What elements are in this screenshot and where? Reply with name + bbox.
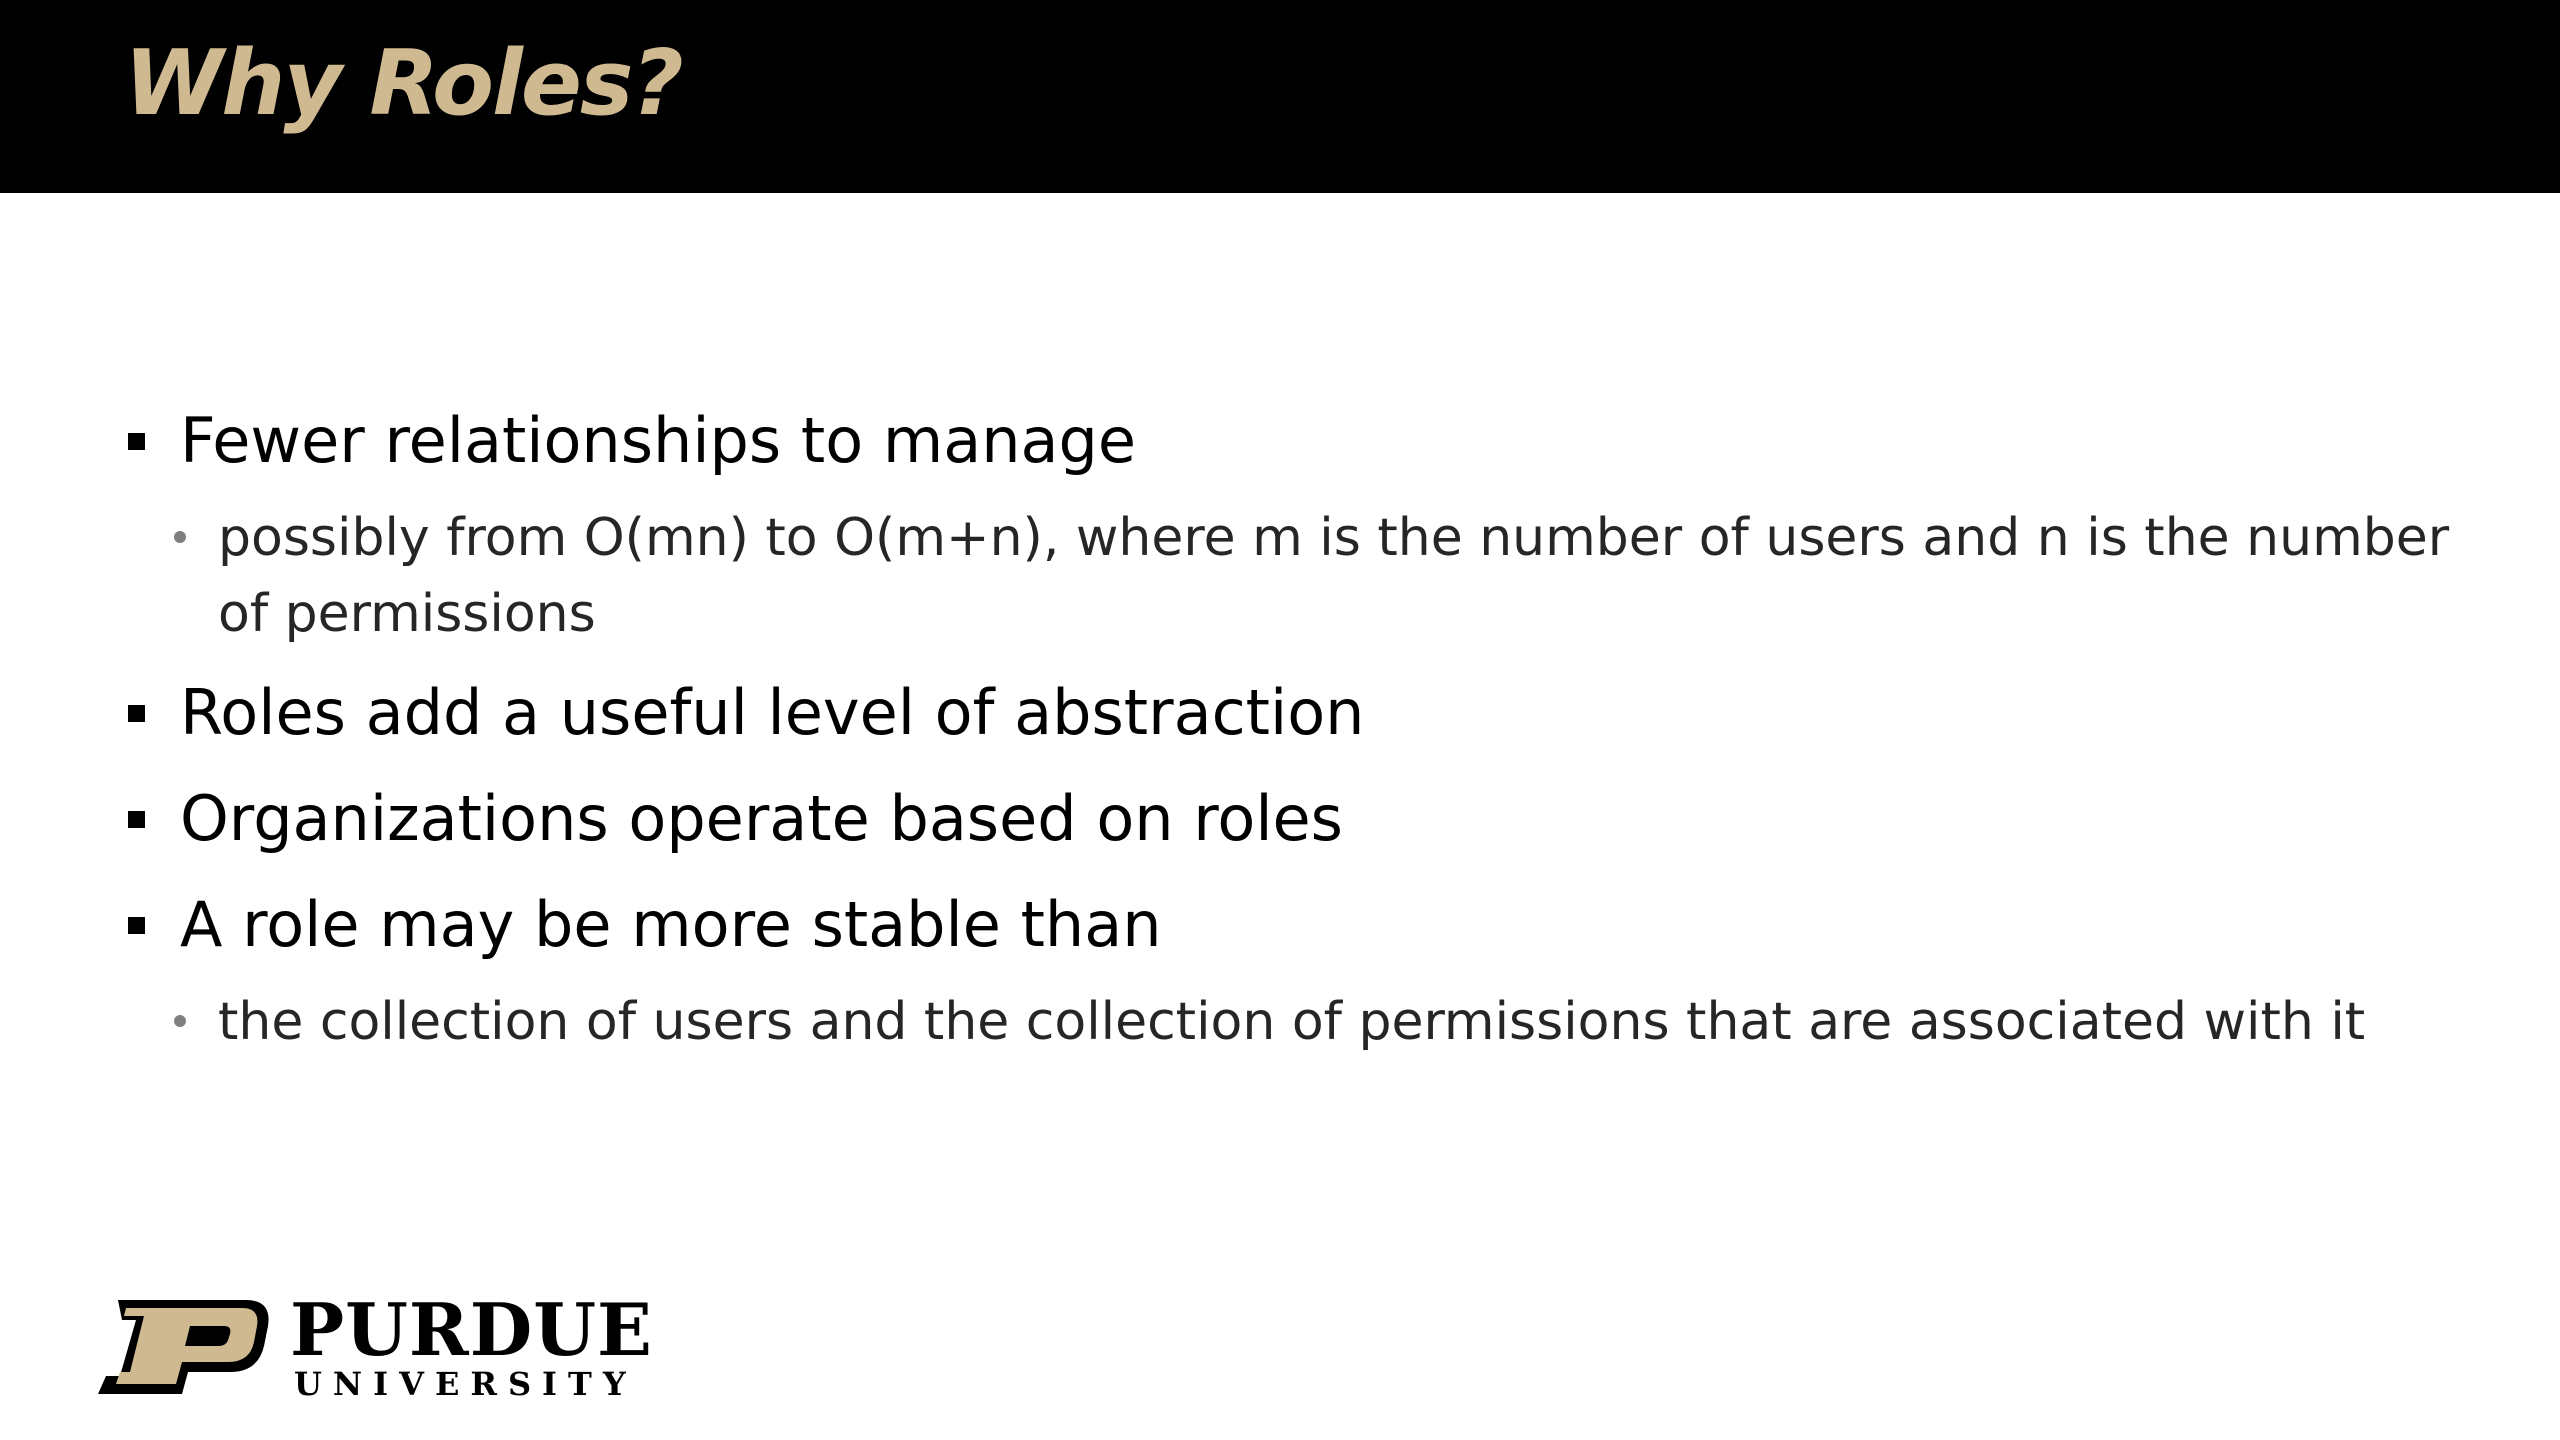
sub-bullet-item	[124, 984, 2454, 1060]
dot-bullet-icon	[174, 531, 186, 543]
slide-content	[124, 400, 2454, 1080]
slide-title: Why Roles?	[124, 31, 682, 136]
bullet-text: Roles add a useful level of abstraction	[180, 676, 1365, 749]
purdue-p-logo-icon	[96, 1296, 276, 1396]
bullet-text: Fewer relationships to manage	[180, 404, 1137, 477]
sub-bullet-text: the collection of users and the collection of permissions that are associated with it	[218, 992, 2366, 1052]
logo-subtext: UNIVERSITY	[294, 1365, 637, 1403]
sub-bullet-text: possibly from O(mn) to O(m+n), where m is the number of users and n is the number of permissions	[218, 508, 2450, 644]
title-bar	[0, 0, 2560, 193]
logo-wordmark: PURDUE	[290, 1287, 653, 1372]
square-bullet-icon	[128, 433, 145, 450]
square-bullet-icon	[128, 811, 145, 828]
bullet-item	[124, 884, 2454, 966]
bullet-item	[124, 400, 2454, 482]
purdue-logo	[96, 1287, 653, 1404]
sub-bullet-item	[124, 500, 2454, 652]
square-bullet-icon	[128, 917, 145, 934]
bullet-text: Organizations operate based on roles	[180, 782, 1343, 855]
dot-bullet-icon	[174, 1015, 186, 1027]
bullet-item	[124, 672, 2454, 754]
bullet-item	[124, 778, 2454, 860]
bullet-text: A role may be more stable than	[180, 888, 1162, 961]
square-bullet-icon	[128, 705, 145, 722]
